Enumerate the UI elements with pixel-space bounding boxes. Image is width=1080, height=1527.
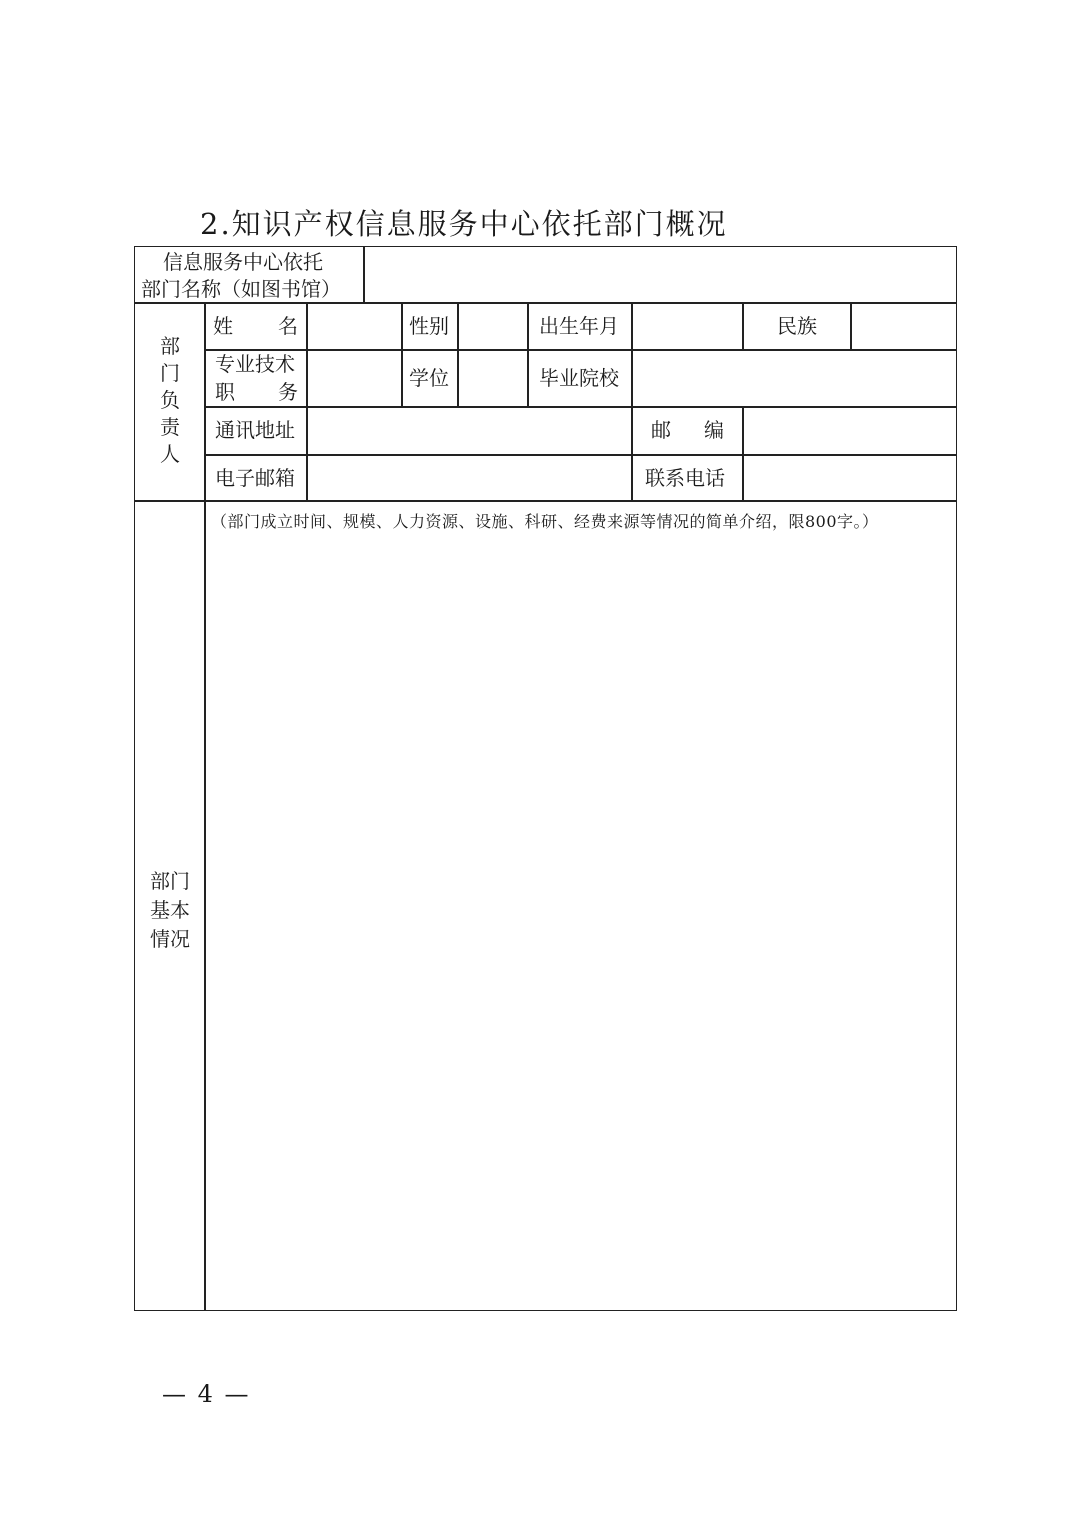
name-label: 姓 名: [213, 314, 298, 338]
column-divider: [742, 302, 744, 349]
department-info-form: [134, 246, 957, 1311]
basic-info-textarea[interactable]: [207, 537, 955, 1307]
school-field[interactable]: [633, 351, 956, 405]
gender-field[interactable]: [459, 304, 526, 348]
name-field[interactable]: [308, 304, 400, 348]
basic-info-hint: （部门成立时间、规模、人力资源、设施、科研、经费来源等情况的简单介绍，限800字。）: [211, 512, 879, 531]
head-section-label: 部门负责人: [160, 334, 180, 466]
basic-info-section-label: 部门 基本 情况: [150, 869, 190, 951]
row-divider: [135, 302, 957, 304]
row-divider: [135, 500, 957, 502]
dept-name-field[interactable]: [365, 248, 955, 301]
degree-field[interactable]: [459, 351, 526, 405]
dept-name-label-line2: 部门名称（如图书馆）: [141, 277, 341, 301]
ethnicity-field[interactable]: [852, 304, 956, 348]
postcode-label: 邮 编: [651, 418, 724, 442]
birth-date-label: 出生年月: [539, 314, 619, 338]
page-number: — 4 —: [162, 1380, 251, 1408]
email-label: 电子邮箱: [215, 466, 295, 490]
column-divider: [527, 302, 529, 406]
phone-field[interactable]: [744, 456, 956, 499]
phone-label: 联系电话: [645, 466, 725, 490]
column-divider: [401, 302, 403, 406]
ethnicity-label: 民族: [777, 314, 817, 338]
address-label: 通讯地址: [215, 418, 295, 442]
professional-title-label-line2: 职 务: [215, 380, 298, 404]
professional-title-field[interactable]: [308, 351, 400, 405]
dept-name-label-line1: 信息服务中心依托: [163, 250, 323, 274]
school-label: 毕业院校: [539, 366, 619, 390]
column-divider: [204, 302, 206, 1310]
birth-date-field[interactable]: [633, 304, 741, 348]
professional-title-label-line1: 专业技术: [215, 352, 295, 376]
degree-label: 学位: [409, 366, 449, 390]
address-field[interactable]: [308, 408, 630, 453]
page-title: 2.知识产权信息服务中心依托部门概况: [200, 207, 728, 241]
gender-label: 性别: [409, 314, 449, 338]
postcode-field[interactable]: [744, 408, 956, 453]
email-field[interactable]: [308, 456, 630, 499]
